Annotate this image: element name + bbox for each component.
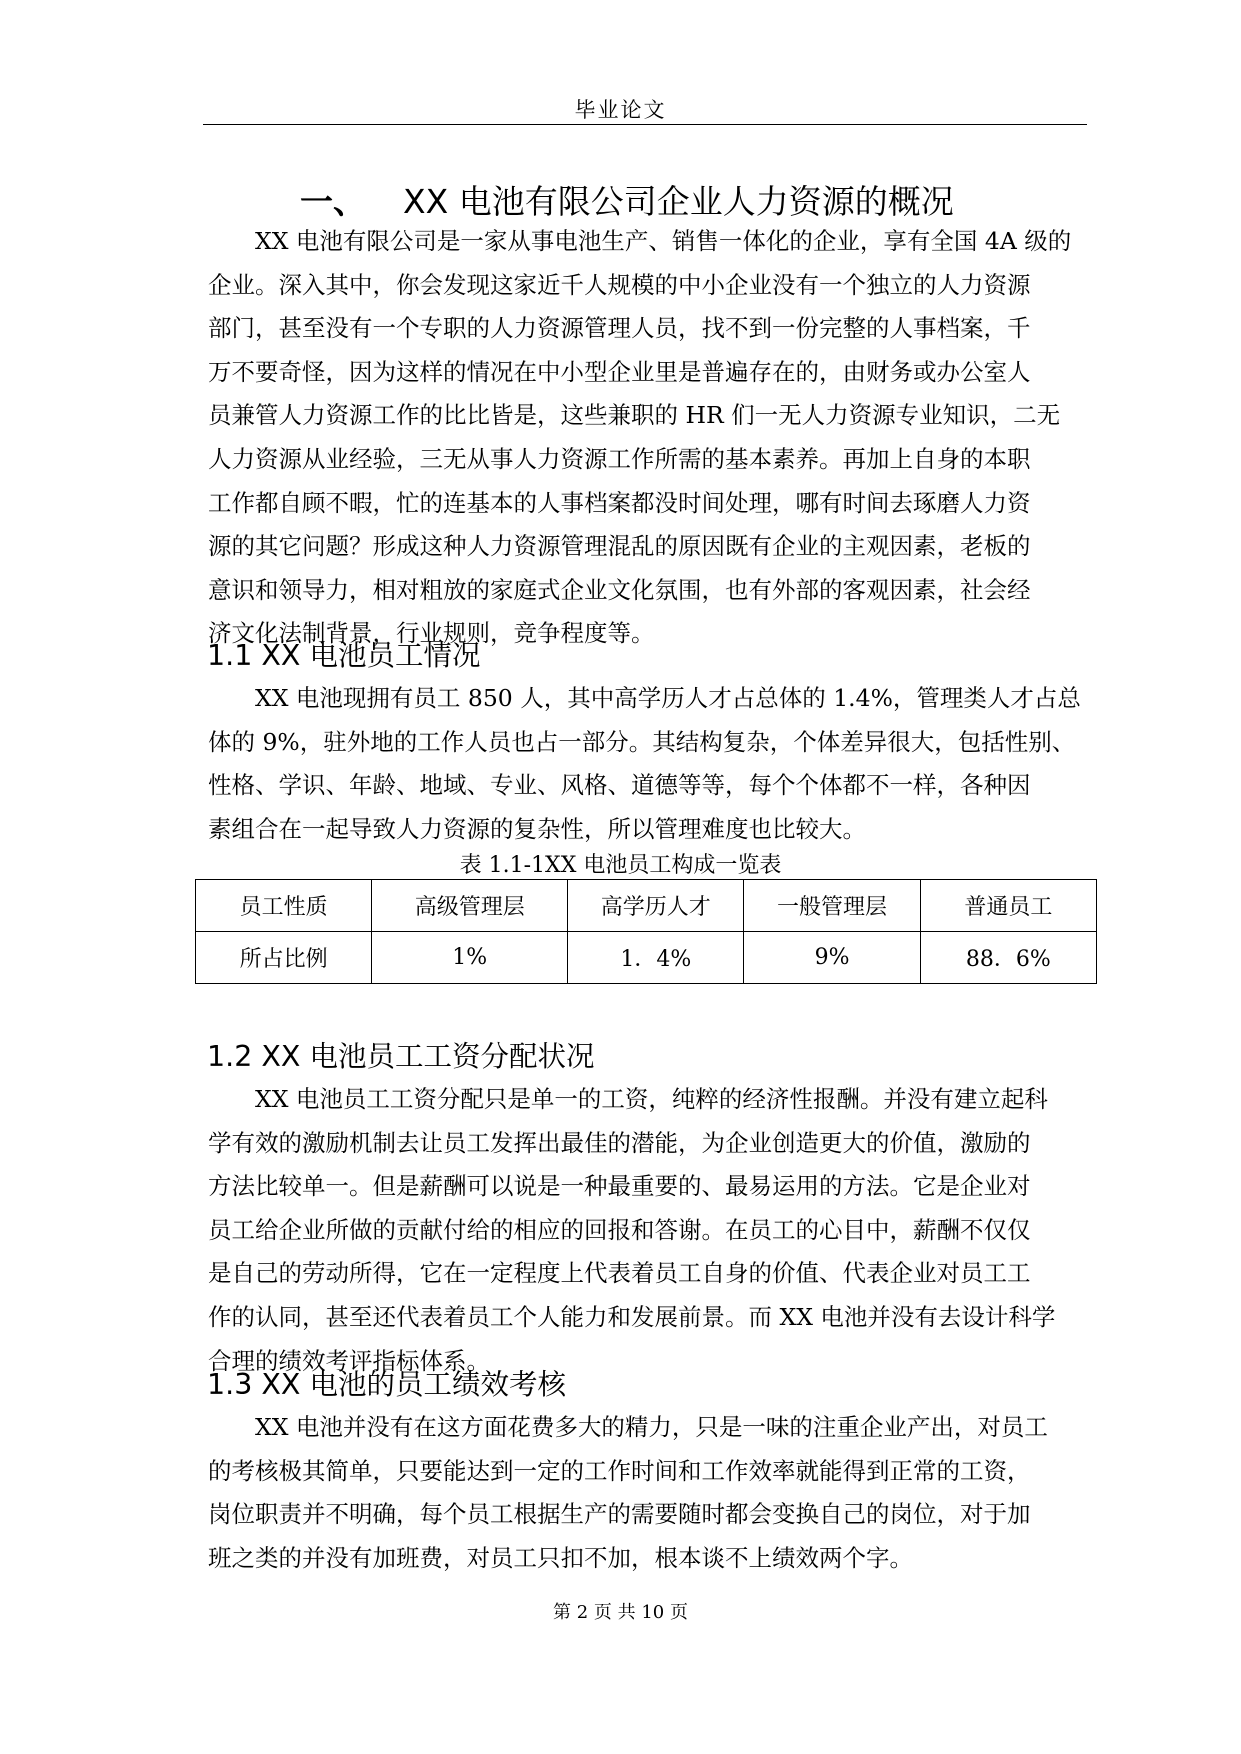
running-header: 毕业论文 xyxy=(574,98,667,122)
chapter-heading xyxy=(300,176,954,223)
table-caption: 表 1.1-1XX 电池员工构成一览表 xyxy=(459,853,782,878)
text-line: 济文化法制背景，行业规则，竞争程度等。 xyxy=(208,619,655,648)
chapter-number: 一、 xyxy=(300,182,366,221)
text-line: XX 电池员工工资分配只是单一的工资，纯粹的经济性报酬。并没有建立起科 xyxy=(255,1085,1048,1113)
table-cell: 普通员工 xyxy=(920,880,1096,932)
intro-paragraph xyxy=(208,220,1088,656)
table-cell: 9% xyxy=(744,932,920,984)
table-cell: 高学历人才 xyxy=(568,880,744,932)
table-row xyxy=(196,932,1097,984)
text-line: XX 电池有限公司是一家从事电池生产、销售一体化的企业，享有全国 4A 级的 xyxy=(255,227,1072,255)
page-number-footer: 第 2 页 共 10 页 xyxy=(553,1602,688,1623)
text-line: 员兼管人力资源工作的比比皆是，这些兼职的 HR 们一无人力资源专业知识，二无 xyxy=(208,401,1061,430)
table-cell: 高级管理层 xyxy=(372,880,568,932)
text-line: 素组合在一起导致人力资源的复杂性，所以管理难度也比较大。 xyxy=(208,814,866,843)
text-line: 体的 9%，驻外地的工作人员也占一部分。其结构复杂，个体差异很大，包括性别、 xyxy=(208,727,1076,756)
text-line: 意识和领导力，相对粗放的家庭式企业文化氛围，也有外部的客观因素，社会经 xyxy=(208,575,1031,604)
section-heading-1-2: 1.2 XX 电池员工工资分配状况 xyxy=(207,1040,595,1073)
table-cell: 88．6% xyxy=(920,932,1096,984)
text-line: 工作都自顾不暇，忙的连基本的人事档案都没时间处理，哪有时间去琢磨人力资 xyxy=(208,488,1031,517)
text-line: 的考核极其简单，只要能达到一定的工作时间和工作效率就能得到正常的工资， xyxy=(208,1456,1031,1485)
section-heading-1-3: 1.3 XX 电池的员工绩效考核 xyxy=(207,1368,566,1401)
table-header-row xyxy=(196,880,1097,932)
chapter-title: XX 电池有限公司企业人力资源的概况 xyxy=(403,182,954,221)
text-line: 班之类的并没有加班费，对员工只扣不加，根本谈不上绩效两个字。 xyxy=(208,1543,913,1572)
text-line: 性格、学识、年龄、地域、专业、风格、道德等等，每个个体都不一样，各种因 xyxy=(208,771,1031,800)
section-1-2-paragraph xyxy=(208,1078,1088,1383)
text-line: 合理的绩效考评指标体系。 xyxy=(208,1346,490,1375)
text-line: 源的其它问题？形成这种人力资源管理混乱的原因既有企业的主观因素，老板的 xyxy=(208,532,1031,561)
section-1-1-paragraph xyxy=(208,677,1088,851)
text-line: 岗位职责并不明确，每个员工根据生产的需要随时都会变换自己的岗位，对于加 xyxy=(208,1500,1031,1529)
text-line: XX 电池并没有在这方面花费多大的精力，只是一味的注重企业产出，对员工 xyxy=(255,1413,1048,1441)
table-cell: 一般管理层 xyxy=(744,880,920,932)
text-line: 部门，甚至没有一个专职的人力资源管理人员，找不到一份完整的人事档案，千 xyxy=(208,314,1031,343)
text-line: 是自己的劳动所得，它在一定程度上代表着员工自身的价值、代表企业对员工工 xyxy=(208,1259,1031,1288)
text-line: 企业。深入其中，你会发现这家近千人规模的中小企业没有一个独立的人力资源 xyxy=(208,270,1031,299)
table-cell: 1．4% xyxy=(568,932,744,984)
text-line: 学有效的激励机制去让员工发挥出最佳的潜能，为企业创造更大的价值，激励的 xyxy=(208,1128,1031,1157)
table-cell: 员工性质 xyxy=(196,880,372,932)
text-line: 人力资源从业经验，三无从事人力资源工作所需的基本素养。再加上自身的本职 xyxy=(208,444,1031,473)
text-line: XX 电池现拥有员工 850 人，其中高学历人才占总体的 1.4%，管理类人才占总 xyxy=(255,684,1081,712)
text-line: 方法比较单一。但是薪酬可以说是一种最重要的、最易运用的方法。它是企业对 xyxy=(208,1172,1031,1201)
section-1-3-paragraph xyxy=(208,1406,1088,1580)
text-line: 作的认同，甚至还代表着员工个人能力和发展前景。而 XX 电池并没有去设计科学 xyxy=(208,1302,1056,1331)
staff-composition-table xyxy=(195,879,1097,984)
table-cell: 所占比例 xyxy=(196,932,372,984)
text-line: 万不要奇怪，因为这样的情况在中小型企业里是普遍存在的，由财务或办公室人 xyxy=(208,357,1031,386)
section-heading-1-1: 1.1 XX 电池员工情况 xyxy=(207,639,481,672)
text-line: 员工给企业所做的贡献付给的相应的回报和答谢。在员工的心目中，薪酬不仅仅 xyxy=(208,1215,1031,1244)
header-divider xyxy=(203,124,1087,125)
table-cell: 1% xyxy=(372,932,568,984)
